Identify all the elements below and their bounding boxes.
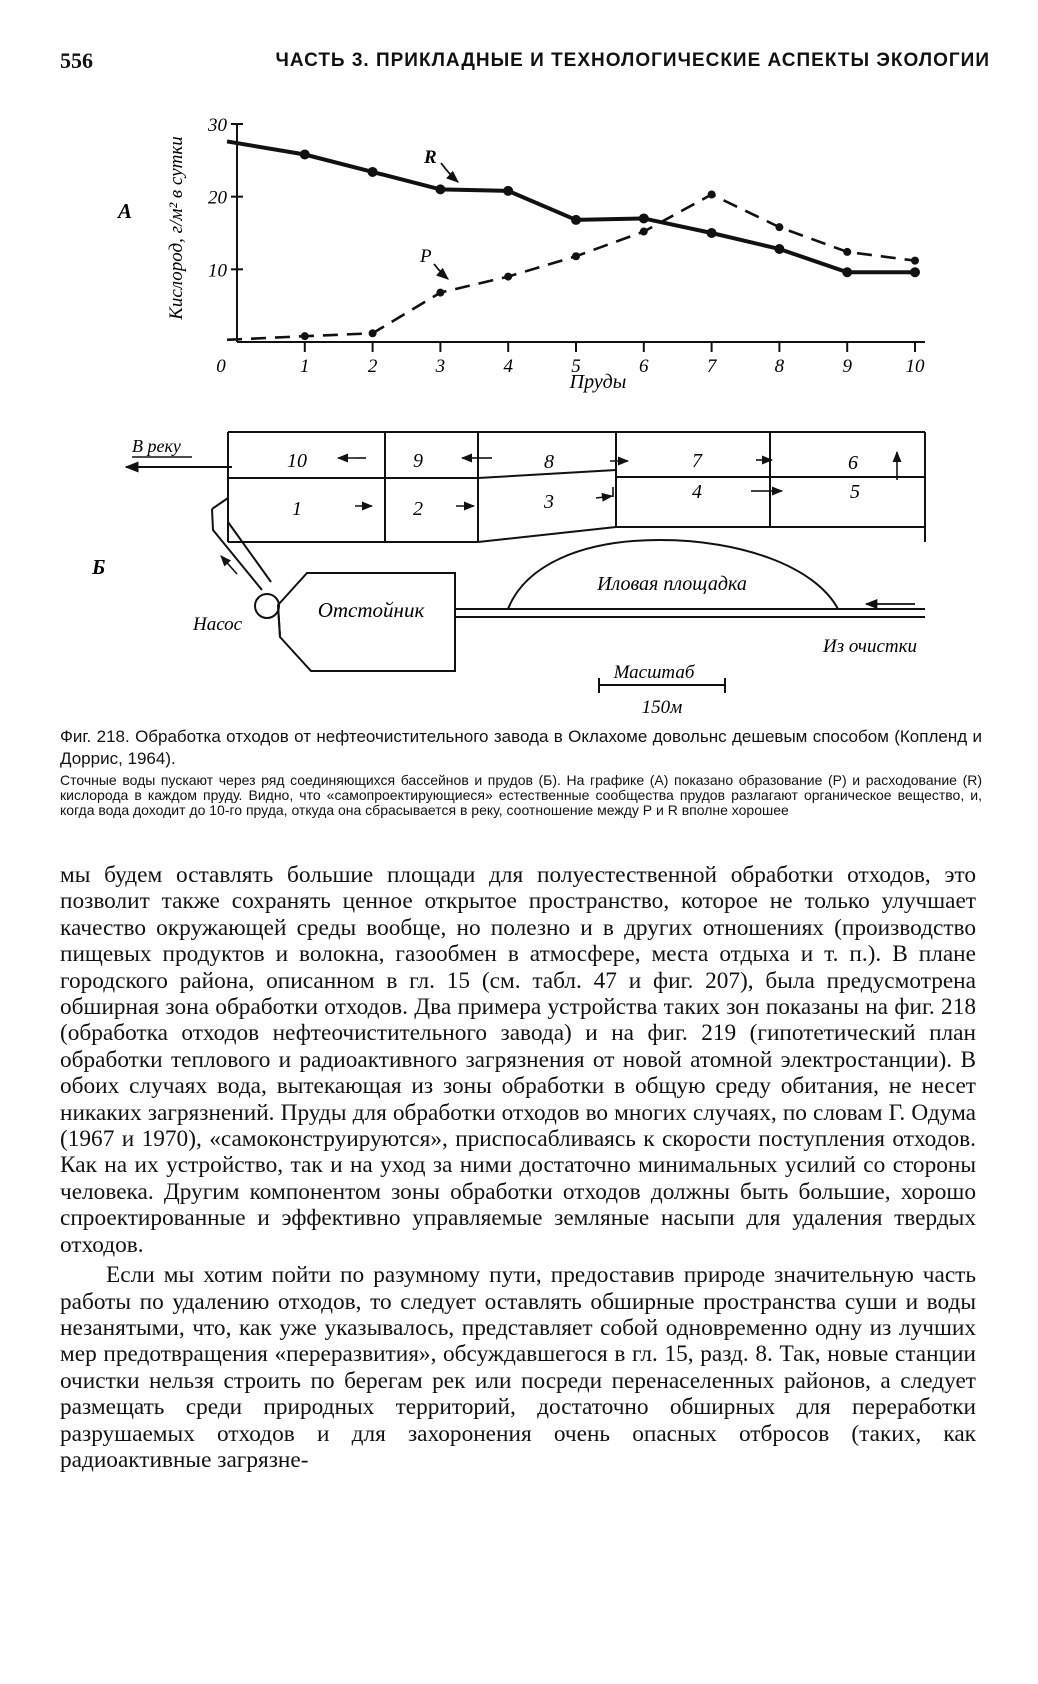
pond-number: 6 bbox=[848, 452, 858, 474]
pump-pointer bbox=[221, 556, 237, 574]
figure-218 bbox=[0, 0, 1038, 720]
x-tick-label: 2 bbox=[367, 356, 378, 377]
river-label: В реку bbox=[132, 436, 181, 456]
pond-number: 8 bbox=[544, 451, 554, 473]
caption-body: Сточные воды пускают через ряд соединяющихся бассейнов и прудов (Б). На графике (А) показано образование (Р) и расходование (R) кислорода в каждом пруду. Видно, что «самопроектирующиеся» естественные сообщества прудов разлагают органическое вещество, и, когда вода доходит до 10-го пруда, откуда она сбрасывается в реку, соотношение между Р и R вполне хорошее bbox=[60, 772, 982, 818]
data-point-r bbox=[503, 186, 513, 196]
pond-number: 2 bbox=[413, 498, 423, 520]
x-axis-label: Пруды bbox=[569, 371, 627, 393]
pond-number: 7 bbox=[692, 450, 702, 472]
pond-number: 4 bbox=[692, 481, 702, 503]
source-label: Из очистки bbox=[823, 636, 917, 657]
x-tick-label: 4 bbox=[503, 356, 513, 377]
scale-label: Масштаб bbox=[613, 662, 695, 683]
x-tick-label: 1 bbox=[300, 356, 310, 377]
data-point-r bbox=[300, 150, 310, 160]
data-point-p bbox=[301, 332, 309, 340]
x-tick-label: 3 bbox=[435, 356, 446, 377]
y-axis-label: Кислород, г/м² в сутки bbox=[166, 136, 187, 320]
scale-value: 150м bbox=[641, 697, 683, 718]
data-point-p bbox=[436, 289, 444, 297]
series-line-r bbox=[227, 141, 915, 272]
settler-label: Отстойник bbox=[317, 598, 425, 622]
data-point-r bbox=[910, 267, 920, 277]
data-point-p bbox=[572, 252, 580, 260]
data-point-p bbox=[911, 257, 919, 265]
series-p-pointer bbox=[434, 264, 448, 279]
pump-label: Насос bbox=[193, 614, 243, 635]
x-tick-label: 10 bbox=[905, 356, 925, 377]
settler-edge bbox=[278, 605, 280, 637]
data-point-r bbox=[571, 215, 581, 225]
pump-icon bbox=[255, 594, 279, 618]
x-tick-label: 7 bbox=[706, 356, 717, 377]
series-r-pointer bbox=[441, 163, 458, 182]
paragraph: Если мы хотим пойти по разумному пути, предоставив природе значительную часть работы по удалению отходов, то следует оставлять обширные пространства суши и воды незанятыми, что, как уже указывалось, представляет собой одновременно одну из лучших мер предотвращения «переразвития», обсуждавшегося в гл. 15, разд. 8. Так, новые станции очистки нельзя строить по берегам рек или посреди перенаселенных районов, а следует размещать среди природных территорий, достаточно обширных для переработки разрушаемых отходов и для захоронения очень опасных отбросов (таких, как радиоактивные загрязне- bbox=[60, 1262, 976, 1473]
x-tick-label: 6 bbox=[639, 356, 649, 377]
x-ticks bbox=[216, 342, 925, 377]
data-point-r bbox=[774, 244, 784, 254]
paragraph: мы будем оставлять большие площади для полуестественной обработки отходов, это позволит также сохранять ценное открытое пространство, которое не только улучшает качество окружающей среды вообще, но полезно и в других отношениях (производство пищевых продуктов и волокна, газообмен в атмосфере, места отдыха и т. п.). В плане городского района, описанном в гл. 15 (см. табл. 47 и фиг. 207), была предусмотрена обширная зона обработки отходов. Два примера устройства таких зон показаны на фиг. 218 (обработка отходов нефтеочистительного завода) и на фиг. 219 (гипотетический план обработки теплового и радиоактивного загрязнения от новой атомной электростанции). В обоих случаях вода, вытекающая из зоны обработки в общую среду обитания, не несет никаких загрязнений. Пруды для обработки отходов во многих случаях, по словам Г. Одума (1967 и 1970), «самоконструируются», приспосабливаясь к скорости поступления отходов. Как на их устройство, так и на уход за ними достаточно минимальных усилий со стороны человека. Другим компонентом зоны обработки отходов должны быть большие, хорошо спроектированные и эффективно управляемые земляные насыпи для удаления твердых отходов. bbox=[60, 862, 976, 1258]
pond-number: 3 bbox=[544, 491, 554, 513]
pond-number: 5 bbox=[850, 481, 860, 503]
series-r-label: R bbox=[424, 147, 437, 168]
caption-title: Фиг. 218. Обработка отходов от нефтеочистительного завода в Оклахоме довольнс дешевым способом (Копленд и Доррис, 1964). bbox=[60, 727, 982, 768]
x-tick-label: 9 bbox=[842, 356, 852, 377]
running-head: ЧАСТЬ 3. ПРИКЛАДНЫЕ И ТЕХНОЛОГИЧЕСКИЕ АСПЕКТЫ ЭКОЛОГИИ bbox=[275, 50, 990, 71]
y-tick-label: 20 bbox=[208, 187, 227, 209]
body-text bbox=[60, 862, 976, 1473]
page-number: 556 bbox=[60, 48, 93, 73]
panel-b-label: Б bbox=[92, 555, 106, 579]
series-layer bbox=[227, 141, 920, 340]
panel-a-label: А bbox=[118, 199, 133, 223]
data-point-r bbox=[639, 213, 649, 223]
x-tick-label: 8 bbox=[774, 356, 785, 377]
data-point-r bbox=[435, 184, 445, 194]
settler-tank bbox=[278, 573, 455, 671]
pipe-joint bbox=[212, 498, 228, 509]
pond-outline bbox=[228, 432, 925, 542]
pond-numbers bbox=[287, 450, 860, 520]
data-point-r bbox=[368, 167, 378, 177]
pond-number: 1 bbox=[292, 498, 302, 520]
x-tick-label: 0 bbox=[216, 356, 226, 377]
figure-caption bbox=[60, 726, 982, 818]
pump-pipe bbox=[212, 509, 262, 590]
sludge-label: Иловая площадка bbox=[597, 573, 747, 595]
y-tick-label: 30 bbox=[208, 115, 227, 136]
y-tick-label: 10 bbox=[208, 260, 227, 282]
series-p-label: P bbox=[420, 246, 432, 267]
data-point-p bbox=[843, 248, 851, 256]
x-tick-label: 5 bbox=[571, 356, 581, 377]
pond-number: 9 bbox=[413, 450, 423, 472]
oxygen-chart bbox=[116, 115, 925, 393]
data-point-p bbox=[640, 228, 648, 236]
pond-diagram bbox=[91, 432, 925, 718]
data-point-p bbox=[504, 273, 512, 281]
data-point-r bbox=[842, 267, 852, 277]
data-point-r bbox=[707, 228, 717, 238]
pond-number: 10 bbox=[287, 450, 307, 472]
data-point-p bbox=[369, 329, 377, 337]
data-point-p bbox=[708, 190, 716, 198]
data-point-p bbox=[775, 223, 783, 231]
